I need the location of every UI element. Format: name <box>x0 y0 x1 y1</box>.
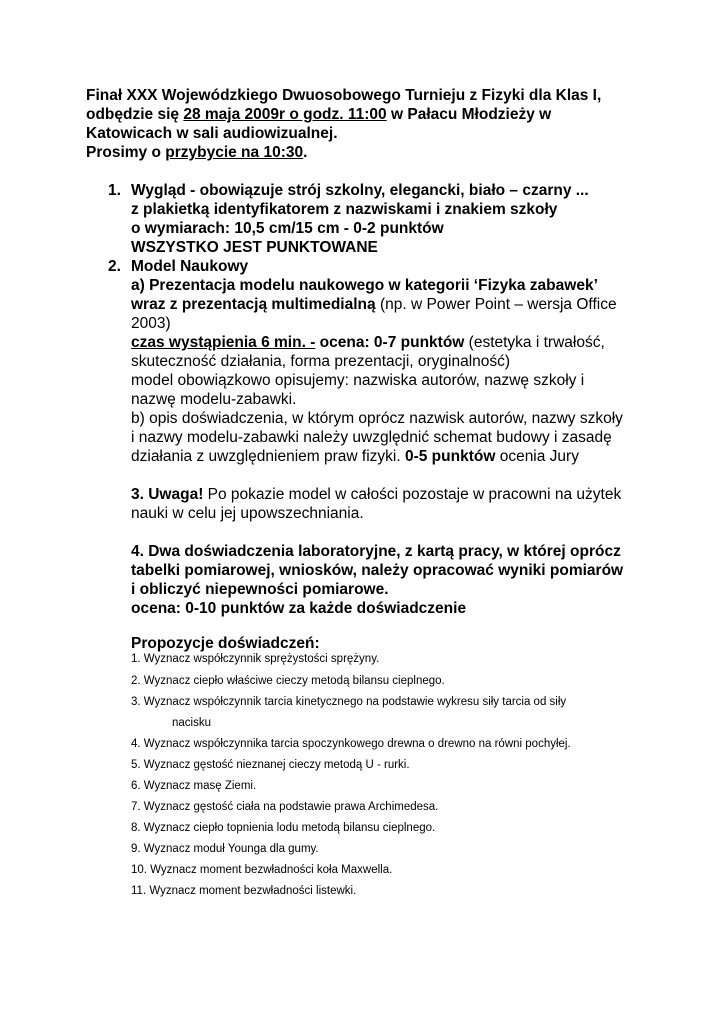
proposal-item: 5. Wyznacz gęstość nieznanej cieczy metodą U - rurki. <box>131 759 410 771</box>
item-3-text: Po pokazie model w całości pozostaje w pracowni na użytek <box>203 486 622 503</box>
item-1-number: 1. <box>108 182 121 199</box>
header-text: Finał XXX Wojewódzkiego Dwuosobowego Turnieju z Fizyki dla Klas I, <box>86 87 602 104</box>
event-date-time: 28 maja 2009r o godz. 11:00 <box>183 106 387 123</box>
proposal-item: 3. Wyznacz współczynnik tarcia kinetycznego na podstawie wykresu siły tarcia od siły <box>131 696 567 708</box>
item-2-text: (np. w Power Point – wersja Office <box>375 296 617 313</box>
proposal-item: 7. Wyznacz gęstość ciała na podstawie prawa Archimedesa. <box>131 801 439 813</box>
header-line-4 <box>86 143 307 162</box>
item-1-line-2: z plakietką identyfikatorem z nazwiskami i znakiem szkoły <box>131 201 558 218</box>
header-text: Katowicach w sali audiowizualnej. <box>86 125 338 142</box>
header-line-1 <box>86 86 601 105</box>
item-2-text: (estetyka i trwałość, <box>464 334 605 351</box>
item-2-line-5 <box>131 333 605 352</box>
item-2-line-9: b) opis doświadczenia, w którym oprócz nazwisk autorów, nazwy szkoły <box>131 410 623 427</box>
item-1-line-1: Wygląd - obowiązuje strój szkolny, elegancki, biało – czarny ... <box>131 182 589 199</box>
item-2-line-8: nazwę modelu-zabawki. <box>131 391 297 408</box>
item-1-line-4: WSZYSTKO JEST PUNKTOWANE <box>131 239 378 256</box>
proposal-item: 10. Wyznacz moment bezwładności koła Maxwella. <box>131 864 393 876</box>
score-range: ocena: 0-7 punktów <box>315 334 465 351</box>
score-range: 0-5 punktów <box>404 448 496 465</box>
proposal-item: 8. Wyznacz ciepło topnienia lodu metodą bilansu cieplnego. <box>131 822 436 834</box>
item-2-line-7: model obowiązkowo opisujemy: nazwiska autorów, nazwę szkoły i <box>131 372 585 389</box>
presentation-time: czas wystąpienia 6 min. - <box>131 334 316 351</box>
item-2-line-4: 2003) <box>131 315 171 332</box>
item-4-line-1: 4. Dwa doświadczenia laboratoryjne, z kartą pracy, w której oprócz <box>131 543 621 560</box>
item-2-line-3 <box>131 295 617 314</box>
header-text: Prosimy o <box>86 144 166 161</box>
item-2-line-1: Model Naukowy <box>131 258 249 275</box>
header-text: odbędzie się <box>86 106 184 123</box>
item-2-line-11 <box>131 447 579 466</box>
proposal-item-continuation: nacisku <box>172 717 211 729</box>
item-2-line-10: i nazwy modelu-zabawki należy uwzględnić schemat budowy i zasadę <box>131 429 612 446</box>
item-3-line-2: nauki w celu jej upowszechniania. <box>131 505 364 522</box>
warning-label: 3. Uwaga! <box>131 486 204 503</box>
item-2-line-2: a) Prezentacja modelu naukowego w kategorii ‘Fizyka zabawek’ <box>131 277 598 294</box>
arrival-time: przybycie na 10:30 <box>165 144 304 161</box>
item-1-line-3: o wymiarach: 10,5 cm/15 cm - 0-2 punktów <box>131 220 444 237</box>
item-3-line-1 <box>131 485 621 504</box>
item-4-line-4: ocena: 0-10 punktów za każde doświadczenie <box>131 600 467 617</box>
item-2-text: wraz z prezentacją multimedialną <box>131 296 376 313</box>
item-4-line-3: i obliczyć niepewności pomiarowe. <box>131 581 389 598</box>
item-2-text: działania z uwzględnieniem praw fizyki. <box>131 448 405 465</box>
proposal-item: 11. Wyznacz moment bezwładności listewki. <box>131 885 357 897</box>
item-4-line-2: tabelki pomiarowej, wniosków, należy opracować wyniki pomiarów <box>131 562 624 579</box>
header-text: w Pałacu Młodzieży w <box>386 106 552 123</box>
item-2-text: ocenia Jury <box>495 448 579 465</box>
header-line-3 <box>86 124 338 143</box>
proposal-item: 2. Wyznacz ciepło właściwe cieczy metodą bilansu cieplnego. <box>131 675 445 687</box>
proposal-item: 6. Wyznacz masę Ziemi. <box>131 780 257 792</box>
header-text: . <box>303 144 308 161</box>
header-line-2 <box>86 105 551 124</box>
proposal-item: 9. Wyznacz moduł Younga dla gumy. <box>131 843 319 855</box>
item-2-number: 2. <box>108 258 121 275</box>
proposal-item: 1. Wyznacz współczynnik sprężystości sprężyny. <box>131 653 380 665</box>
proposals-title: Propozycje doświadczeń: <box>131 635 320 652</box>
item-2-line-6: skuteczność działania, forma prezentacji, oryginalność) <box>131 353 511 370</box>
proposal-item: 4. Wyznacz współczynnika tarcia spoczynkowego drewna o drewno na równi pochyłej. <box>131 738 571 750</box>
